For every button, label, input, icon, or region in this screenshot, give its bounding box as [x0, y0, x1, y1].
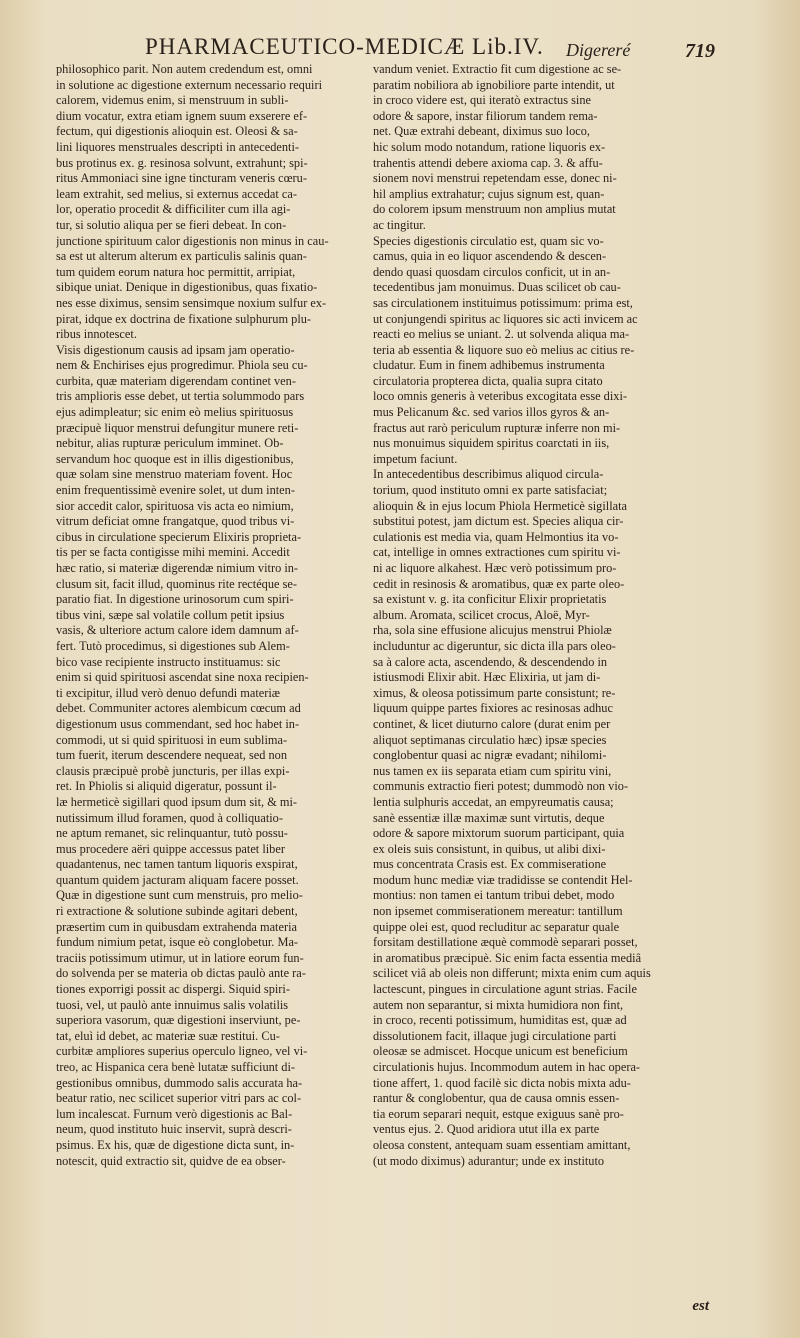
- text-line: in croco, recenti potissimum, humiditas est, quæ ad: [373, 1013, 627, 1028]
- text-line: montius: non tamen ei tantum tribui debet, modo: [373, 888, 615, 903]
- text-line: quippe olei est, quod recluditur ac separatur quale: [373, 919, 620, 934]
- text-line: odore & sapore, instar filiorum tandem rema-: [373, 108, 598, 123]
- text-line: camus, quia in eo liquor ascendendo & descen-: [373, 249, 607, 264]
- text-line: non ipsemet commiserationem mereatur: tantillum: [373, 904, 623, 919]
- text-line: ritus Ammoniaci sine igne tincturam veneris cœru-: [56, 171, 307, 186]
- text-line: odore & sapore mixtorum suorum participant, quia: [373, 826, 625, 841]
- text-line: fectum, qui digestionis alioquin est. Oleosi & sa-: [56, 124, 298, 139]
- text-line: junctione spirituum calor digestionis non minus in cau-: [56, 233, 329, 248]
- text-line: liquum quippe partes fixiores ac resinosas adhuc: [373, 701, 613, 716]
- header-title: PHARMACEUTICO-MEDICÆ Lib.IV.: [145, 34, 544, 59]
- text-line: culationis est media via, quam Helmontius ita vo-: [373, 529, 619, 544]
- text-line: torium, quod instituto omni ex parte satisfaciat;: [373, 483, 608, 498]
- text-line: ti excipitur, illud verò denuo defundi materiæ: [56, 685, 281, 700]
- text-line: sior accedit calor, spirituosa vis acta eo nimium,: [56, 498, 294, 513]
- text-line: alioquin & in ejus locum Phiola Hermeticè sigillata: [373, 498, 628, 513]
- text-line: cludatur. Eum in finem adhibemus instrumenta: [373, 358, 605, 373]
- text-line: ne aptum remanet, sic relinquantur, tutò possu-: [56, 826, 288, 841]
- text-line: dissolutionem facit, illaque jugi circulatione parti: [373, 1028, 617, 1043]
- text-line: clausis præcipuè probè juncturis, per illas expi-: [56, 763, 290, 778]
- text-line: rantur & conglobentur, qua de causa omnis essen-: [373, 1091, 620, 1106]
- text-line: tiones exporrigi possit ac dispergi. Siquid spiri-: [56, 982, 290, 997]
- text-line: tecedentibus jam monuimus. Duas scilicet ob cau-: [373, 280, 621, 295]
- text-line: superiora vasorum, quæ digestioni inserviunt, pe-: [56, 1013, 301, 1028]
- text-line: ejus adimpleatur; sic enim eò melius spirituosus: [56, 405, 294, 420]
- text-line: cat, intellige in omnes extractiones cum spiritu vi-: [373, 545, 621, 560]
- text-line: in solutione ac digestione externum necessario requiri: [56, 77, 322, 92]
- text-line: ni ac liquore alkahest. Hæc verò potissimum pro-: [373, 561, 617, 575]
- text-line: Visis digestionum causis ad ipsam jam operatio-: [56, 342, 295, 357]
- text-line: continet, & licet diuturno calore (durat enim per: [373, 716, 611, 731]
- text-line: includuntur ac digeruntur, sic dicta illa pars oleo-: [373, 638, 616, 653]
- text-line: fert. Tutò procedimus, si digestiones sub Alem-: [56, 638, 290, 653]
- text-line: psimus. Ex his, quæ de digestione dicta sunt, in-: [56, 1137, 295, 1152]
- text-line: net. Quæ extrahi debeant, diximus suo loco,: [373, 124, 591, 139]
- text-line: gestionibus omnibus, dummodo salis accurata ha-: [56, 1075, 303, 1090]
- text-line: lor, operatio procedit & difficiliter cum illa agi-: [56, 202, 291, 217]
- text-line: paratio fiat. In digestione urinosorum cum spiri-: [56, 592, 294, 607]
- text-line: Species digestionis circulatio est, quam sic vo-: [373, 233, 604, 248]
- text-line: enim si quid spirituosi ascendat sine noxa recipien-: [56, 670, 309, 685]
- text-line: ac tingitur.: [373, 217, 426, 232]
- text-line: communis extractio fieri potest; dummodò non vio-: [373, 779, 629, 794]
- text-line: ri extractione & solutione subinde agitari debent,: [56, 904, 298, 919]
- text-line: mus procedere aëri quippe accessus patet liber: [56, 841, 285, 856]
- text-line: ventus ejus. 2. Quod aridiora utut illa ex parte: [373, 1122, 600, 1137]
- text-line: oleosa constent, antequam suam essentiam amittant,: [373, 1137, 631, 1152]
- text-line: clusum sit, facit illud, quominus rite rectéque se-: [56, 576, 297, 591]
- text-line: autem non separantur, si mixta humidiora non fint,: [373, 997, 624, 1012]
- text-line: sas circulationem instituimus potissimum: prima est,: [373, 295, 633, 310]
- text-line: Quæ in digestione sunt cum menstruis, pro melio-: [56, 888, 303, 903]
- text-line: neum, quod instituto huic inservit, suprà descri-: [56, 1122, 292, 1137]
- text-line: hil amplius extrahatur; cujus signum est, quan-: [373, 186, 605, 201]
- text-line: tat, eluì id debet, ac materiæ suæ restitui. Cu-: [56, 1028, 280, 1043]
- text-line: cibus in circulatione specierum Elixiris proprieta-: [56, 529, 302, 544]
- text-line: teria ab essentia & liquore suo eò melius ac citius re-: [373, 342, 635, 357]
- text-line: beatur ratio, nec scilicet superior vitri pars ac col-: [56, 1091, 302, 1106]
- text-line: præcipuè liquor menstrui defungitur munere reti-: [56, 420, 299, 435]
- text-line: nem & Enchirises ejus progredimur. Phiola seu cu-: [56, 358, 308, 373]
- text-line: do solvenda per se materia ob dictas paulò ante ra-: [56, 966, 306, 981]
- text-line: philosophico parit. Non autem credendum est, omni: [56, 62, 313, 76]
- text-line: dendo quasi quosdam circulos conficit, ut in an-: [373, 264, 611, 279]
- text-line: tum fuerit, iterum descendere nequeat, sed non: [56, 748, 288, 763]
- text-line: traciis potissimum utimur, ut in latiore eorum fun-: [56, 950, 304, 965]
- text-line: nebitur, alias rupturæ periculum imminet. Ob-: [56, 436, 284, 451]
- text-line: ex oleis suis consistunt, in quibus, ut alibi dixi-: [373, 841, 606, 856]
- text-line: quæ solam sine menstruo materiam fovent. Hoc: [56, 467, 293, 482]
- text-line: ut conjungendi spiritus ac liquores sic acti invicem ac: [373, 311, 638, 326]
- text-line: nutissimum illud foramen, quod à colliquatio-: [56, 810, 283, 825]
- text-line: mus concentrata Crasis est. Ex commiseratione: [373, 857, 607, 872]
- text-line: treo, ac Hispanica cera benè lutatæ sufficiunt di-: [56, 1060, 296, 1074]
- text-line: sa existunt v. g. ita conficitur Elixir proprietatis: [373, 592, 607, 607]
- text-line: nus monuimus siquidem spiritus coarctati in iis,: [373, 436, 610, 451]
- text-line: oleosæ se admiscet. Hocque unicum est beneficium: [373, 1044, 628, 1059]
- text-line: fundum nimium petat, isque eò conglobetur. Ma-: [56, 935, 299, 950]
- text-line: rha, sola sine effusione alicujus menstrui Phiolæ: [373, 623, 612, 638]
- text-line: sa à calore acta, ascendendo, & descendendo in: [373, 654, 608, 669]
- text-line: curbitæ ampliores superius operculo ligneo, vel vi-: [56, 1044, 308, 1059]
- running-header: [0, 34, 800, 64]
- text-line: cedit in resinosis & aromatibus, quæ ex parte oleo-: [373, 576, 625, 591]
- text-line: trahentis attendi debere axioma cap. 3. & affu-: [373, 155, 603, 170]
- text-line: tibus vini, sæpe sal volatile collum petit ipsius: [56, 607, 285, 622]
- text-line: digestionum usus commendant, sed hoc habet in-: [56, 716, 300, 731]
- text-line: pirat, idque ex doctrina de fixatione sulphurum plu-: [56, 311, 312, 326]
- text-line: album. Aromata, scilicet crocus, Aloë, Myr-: [373, 607, 590, 622]
- text-line: sanè essentiæ illæ maximæ sunt virtutis, deque: [373, 810, 605, 825]
- text-line: tum quidem eorum natura hoc permittit, arripiat,: [56, 264, 296, 279]
- text-line: bus protinus ex. g. resinosa solvunt, extrahunt; spi-: [56, 155, 308, 170]
- text-line: servandum hoc quoque est in illis digestionibus,: [56, 451, 294, 466]
- text-line: fractus aut rarò periculum rupturæ inferre non mi-: [373, 420, 621, 435]
- text-line: (ut modo diximus) adurantur; unde ex instituto: [373, 1153, 605, 1168]
- right-text-column: [373, 62, 708, 1169]
- text-line: ximus, & oleosa potissimum parte consistunt; re-: [373, 685, 616, 700]
- text-line: conglobentur quasi ac nigræ evadant; nihilomi-: [373, 748, 607, 763]
- text-line: aliquot septimanas circulatio hæc) ipsæ species: [373, 732, 607, 747]
- text-line: reacti eo melius se uniant. 2. ut solvenda aliqua ma-: [373, 327, 630, 342]
- text-line: in aromatibus præcipuè. Sic enim facta essentia mediâ: [373, 950, 642, 965]
- text-line: in croco videre est, qui iteratò extractus sine: [373, 93, 591, 108]
- text-line: tis per se facta contigisse mihi memini. Accedit: [56, 545, 290, 560]
- text-line: modum hunc mediæ viæ tradidisse se contendit Hel-: [373, 872, 633, 887]
- text-line: substitui potest, jam dictum est. Species aliqua cir-: [373, 514, 624, 529]
- text-line: debet. Communiter actores alembicum cœcum ad: [56, 701, 301, 716]
- text-line: forsitam destillatione æquè commodè separari posset,: [373, 935, 638, 950]
- text-line: vitrum deficiat omne frangatque, quod tribus vi-: [56, 514, 295, 529]
- left-text-column: [56, 62, 362, 1169]
- text-line: præsertim cum in quibusdam extrahenda materia: [56, 919, 297, 934]
- text-line: istiusmodi Elixir abit. Hæc Elixiria, ut jam di-: [373, 670, 601, 685]
- text-line: quadantenus, nec tamen tantum liquoris exspirat,: [56, 857, 298, 872]
- text-line: In antecedentibus describimus aliquod circula-: [373, 467, 604, 482]
- text-line: notescit, quid extractio sit, quidve de ea obser-: [56, 1153, 286, 1168]
- text-line: calorem, videmus enim, si menstruum in subli-: [56, 93, 289, 108]
- text-line: do colorem ipsum menstruum non amplius mutat: [373, 202, 616, 217]
- text-line: tur, si solutio aliqua per se fieri debeat. In con-: [56, 217, 287, 232]
- text-line: paratim nobiliora ab ignobiliore parte intendit, ut: [373, 77, 615, 92]
- text-line: tia eorum separari nequit, estque exiguus sanè pro-: [373, 1106, 624, 1121]
- text-line: lini liquores menstruales descripti in antecedenti-: [56, 139, 300, 154]
- text-line: impetum faciunt.: [373, 451, 458, 466]
- text-line: curbita, quæ materiam digerendam continet ven-: [56, 373, 296, 388]
- text-line: nus tamen ex iis separata etiam cum spiritu vini,: [373, 763, 612, 778]
- text-line: circulatoria propterea dicta, qualia supra citato: [373, 373, 603, 388]
- text-line: sionem novi menstrui repetendam esse, donec ni-: [373, 171, 617, 186]
- text-line: loco omnis generis à veteribus excogitata esse dixi-: [373, 389, 627, 404]
- text-line: leam extrahit, sed melius, si externus accedat ca-: [56, 186, 297, 201]
- text-line: mus Pelicanum &c. sed varios illos gyros & an-: [373, 405, 610, 420]
- text-line: sibique uniat. Denique in digestionibus, quas fixatio-: [56, 280, 318, 295]
- text-line: lum incalescat. Furnum verò digestionis ac Bal-: [56, 1106, 293, 1121]
- text-line: ret. In Phiolis si aliquid digeratur, possunt il-: [56, 779, 277, 794]
- page-number: 719: [685, 40, 715, 62]
- text-line: tione affert, 1. quod facilè sic dicta nobis mixta adu-: [373, 1075, 631, 1090]
- text-line: commodi, ut si quid spirituosi in eum sublima-: [56, 732, 288, 747]
- text-line: hic solum modo notandum, ratione liquoris ex-: [373, 139, 606, 154]
- text-line: nes esse diximus, sensim sensimque noxium sulfur ex-: [56, 295, 327, 310]
- text-line: læ hermeticè sigillari quod ipsum dum sit, & mi-: [56, 794, 298, 809]
- text-line: ribus innotescet.: [56, 327, 137, 342]
- text-line: lactescunt, pingues in circulatione agunt strias. Facile: [373, 982, 637, 997]
- text-line: bico vase recipiente instructo instituamus: sic: [56, 654, 281, 669]
- text-line: vandum veniet. Extractio fit cum digestione ac se-: [373, 62, 622, 76]
- text-line: vasis, & ulteriore actum calore idem damnum af-: [56, 623, 299, 638]
- text-line: lentia sulphuris accedat, an empyreumatis causa;: [373, 794, 614, 809]
- text-line: sa est ut alterum alterum ex particulis salinis quan-: [56, 249, 307, 264]
- text-line: dium vocatur, extra etiam ignem suum exserere ef-: [56, 108, 308, 123]
- text-line: enim frequentissimè evenire solet, ut dum inten-: [56, 483, 295, 498]
- text-line: quantum quidem jacturam aliquam facere posset.: [56, 872, 299, 887]
- catchword: est: [692, 1298, 709, 1314]
- text-line: tris amplioris esse debet, ut tertia solummodo pars: [56, 389, 305, 404]
- text-line: circulationis hujus. Incommodum autem in hac opera-: [373, 1060, 641, 1074]
- text-line: scilicet viâ ab oleis non differunt; mixta enim cum aquis: [373, 966, 651, 981]
- text-line: hæc ratio, si materiæ digerendæ nimium vitro in-: [56, 561, 299, 575]
- text-line: tuosi, vel, ut paulò ante innuimus salis volatilis: [56, 997, 289, 1012]
- header-section: Digereré: [566, 40, 631, 60]
